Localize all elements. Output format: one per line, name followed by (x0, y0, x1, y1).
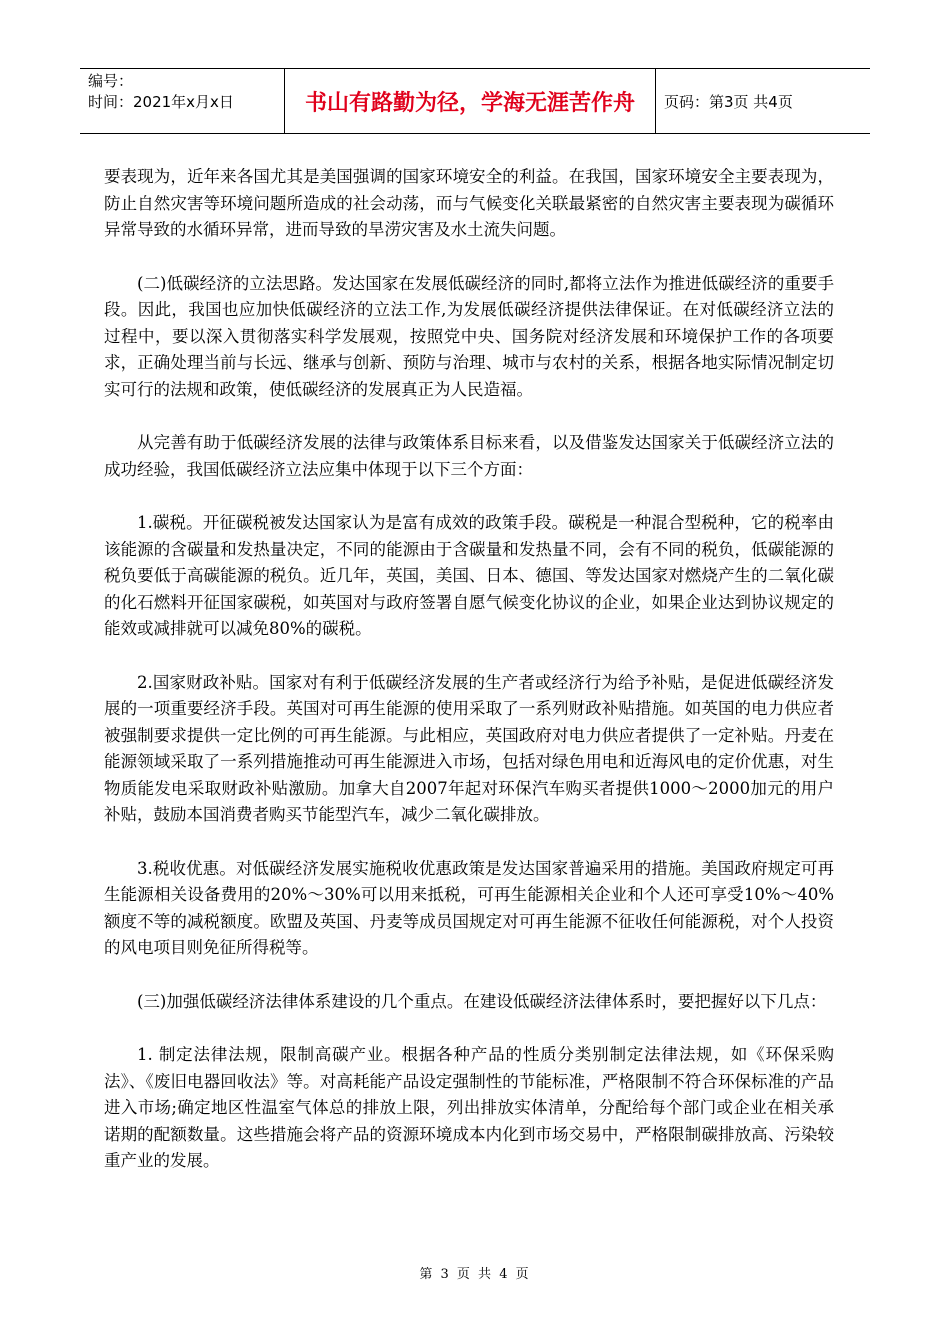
header-meta (80, 69, 284, 133)
header-page-info: 页码：第3页 共4页 (664, 92, 793, 111)
paragraph: 1.碳税。开征碳税被发达国家认为是富有成效的政策手段。碳税是一种混合型税种，它的税率由该能源的含碳量和发热量决定，不同的能源由于含碳量和发热量不同，会有不同的税负，低碳能源的税负要低于高碳能源的税负。近几年，英国，美国、日本、德国、等发达国家对燃烧产生的二氧化碳的化石燃料开征国家碳税，如英国对与政府签署自愿气候变化协议的企业，如果企业达到协议规定的能效或减排就可以减免80%的碳税。 (104, 513, 834, 638)
paragraph: 要表现为，近年来各国尤其是美国强调的国家环境安全的利益。在我国，国家环境安全主要表现为，防止自然灾害等环境问题所造成的社会动荡，而与气候变化关联最紧密的自然灾害主要表现为碳循环异常导致的水循环异常，进而导致的旱涝灾害及水土流失问题。 (104, 167, 834, 239)
paragraph: 从完善有助于低碳经济发展的法律与政策体系目标来看，以及借鉴发达国家关于低碳经济立法的成功经验，我国低碳经济立法应集中体现于以下三个方面： (104, 433, 834, 479)
page-footer: 第 3 页 共 4 页 (419, 1267, 531, 1282)
page-header (80, 68, 870, 134)
time-label: 时间：2021年x月x日 (88, 93, 234, 111)
paragraph: 2.国家财政补贴。国家对有利于低碳经济发展的生产者或经济行为给予补贴，是促进低碳经济发展的一项重要经济手段。英国对可再生能源的使用采取了一系列财政补贴措施。如英国的电力供应者被强制要求提供一定比例的可再生能源。与此相应，英国政府对电力供应者提供了一定补贴。丹麦在能源领域采取了一系列措施推动可再生能源进入市场，包括对绿色用电和近海风电的定价优惠，对生物质能发电采取财政补贴激励。加拿大自2007年起对环保汽车购买者提供1000～2000加元的用户补贴，鼓励本国消费者购买节能型汽车，减少二氧化碳排放。 (104, 672, 834, 824)
number-label: 编号： (88, 72, 134, 90)
document-body (104, 164, 834, 1202)
header-motto: 书山有路勤为径，学海无涯苦作舟 (284, 69, 656, 133)
paragraph: (二)低碳经济的立法思路。发达国家在发展低碳经济的同时,都将立法作为推进低碳经济的重要手段。因此，我国也应加快低碳经济的立法工作,为发展低碳经济提供法律保证。在对低碳经济立法的过程中，要以深入贯彻落实科学发展观，按照党中央、国务院对经济发展和环境保护工作的各项要求，正确处理当前与长远、继承与创新、预防与治理、城市与农村的关系，根据各地实际情况制定切实可行的法规和政策，使低碳经济的发展真正为人民造福。 (104, 273, 834, 399)
paragraph: (三)加强低碳经济法律体系建设的几个重点。在建设低碳经济法律体系时，要把握好以下几点： (137, 991, 827, 1011)
paragraph: 3.税收优惠。对低碳经济发展实施税收优惠政策是发达国家普遍采用的措施。美国政府规定可再生能源相关设备费用的20%～30%可以用来抵税，可再生能源相关企业和个人还可享受10%～40%额度不等的减税额度。欧盟及英国、丹麦等成员国规定对可再生能源不征收任何能源税，对个人投资的风电项目则免征所得税等。 (104, 858, 834, 957)
paragraph: 1. 制定法律法规，限制高碳产业。根据各种产品的性质分类别制定法律法规，如《环保采购法》、《废旧电器回收法》等。对高耗能产品设定强制性的节能标准，严格限制不符合环保标准的产品进入市场;确定地区性温室气体总的排放上限，列出排放实体清单，分配给每个部门或企业在相关承诺期的配额数量。这些措施会将产品的资源环境成本内化到市场交易中，严格限制碳排放高、污染较重产业的发展。 (104, 1045, 834, 1170)
